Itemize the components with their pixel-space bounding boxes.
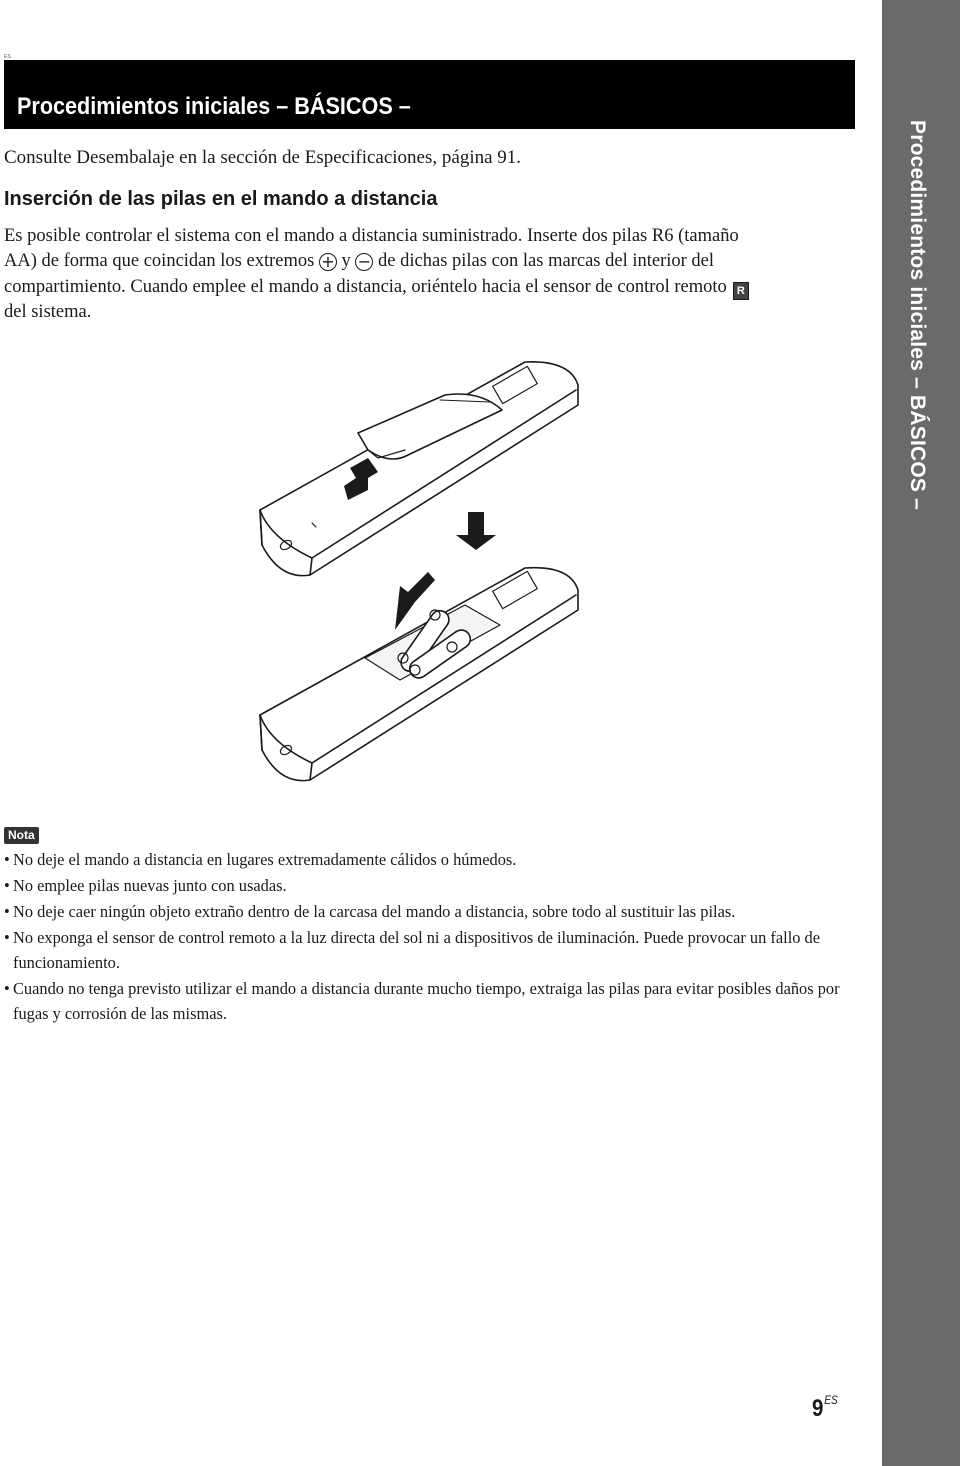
nota-item: • Cuando no tenga previsto utilizar el mando a distancia durante mucho tiempo, extraiga las pilas para evitar posibles daños por fugas y corrosión de las mismas. bbox=[4, 976, 864, 1026]
plus-icon: + bbox=[319, 253, 337, 271]
nota-item: • No deje el mando a distancia en lugares extremadamente cálidos o húmedos. bbox=[4, 847, 864, 872]
chapter-header bbox=[4, 60, 855, 129]
remote-lower-illustration bbox=[260, 568, 578, 781]
nota-list bbox=[4, 847, 864, 1027]
side-tab-label: Procedimientos iniciales – BÁSICOS – bbox=[906, 120, 929, 510]
nota-item: • No emplee pilas nuevas junto con usadas. bbox=[4, 873, 864, 898]
body-line-3-text: compartimiento. Cuando emplee el mando a distancia, oriéntelo hacia el sensor de control remoto bbox=[4, 277, 727, 297]
body-line-2b: y bbox=[341, 251, 351, 271]
intro-text: Consulte Desembalaje en la sección de Especificaciones, página 91. bbox=[4, 147, 522, 168]
page-marker: ES bbox=[4, 54, 11, 60]
nota-item: • No exponga el sensor de control remoto a la luz directa del sol ni a dispositivos de iluminación. Puede provocar un fallo de funcionamiento. bbox=[4, 925, 864, 975]
body-line-3 bbox=[4, 277, 749, 300]
section-heading: Inserción de las pilas en el mando a distancia bbox=[4, 188, 438, 210]
body-line-1: Es posible controlar el sistema con el mando a distancia suministrado. Inserte dos pilas R6 (tamaño bbox=[4, 226, 739, 246]
body-line-2c: de dichas pilas con las marcas del interior del bbox=[378, 251, 715, 271]
body-line-2 bbox=[4, 251, 714, 272]
down-arrow-icon bbox=[456, 512, 496, 550]
minus-icon: − bbox=[355, 253, 373, 271]
page-number-value: 9 bbox=[812, 1395, 824, 1422]
page-number-suffix: ES bbox=[824, 1393, 838, 1407]
remote-upper-illustration bbox=[260, 362, 578, 576]
nota-badge: Nota bbox=[4, 827, 39, 844]
body-line-4: del sistema. bbox=[4, 302, 92, 322]
body-line-2a: AA) de forma que coincidan los extremos bbox=[4, 251, 315, 271]
page-number bbox=[812, 1393, 838, 1423]
ir-sensor-icon: R bbox=[733, 282, 749, 300]
chapter-title: Procedimientos iniciales – BÁSICOS – bbox=[17, 93, 411, 120]
nota-item: • No deje caer ningún objeto extraño dentro de la carcasa del mando a distancia, sobre todo al sustituir las pilas. bbox=[4, 899, 864, 924]
remote-battery-illustration bbox=[240, 340, 590, 790]
